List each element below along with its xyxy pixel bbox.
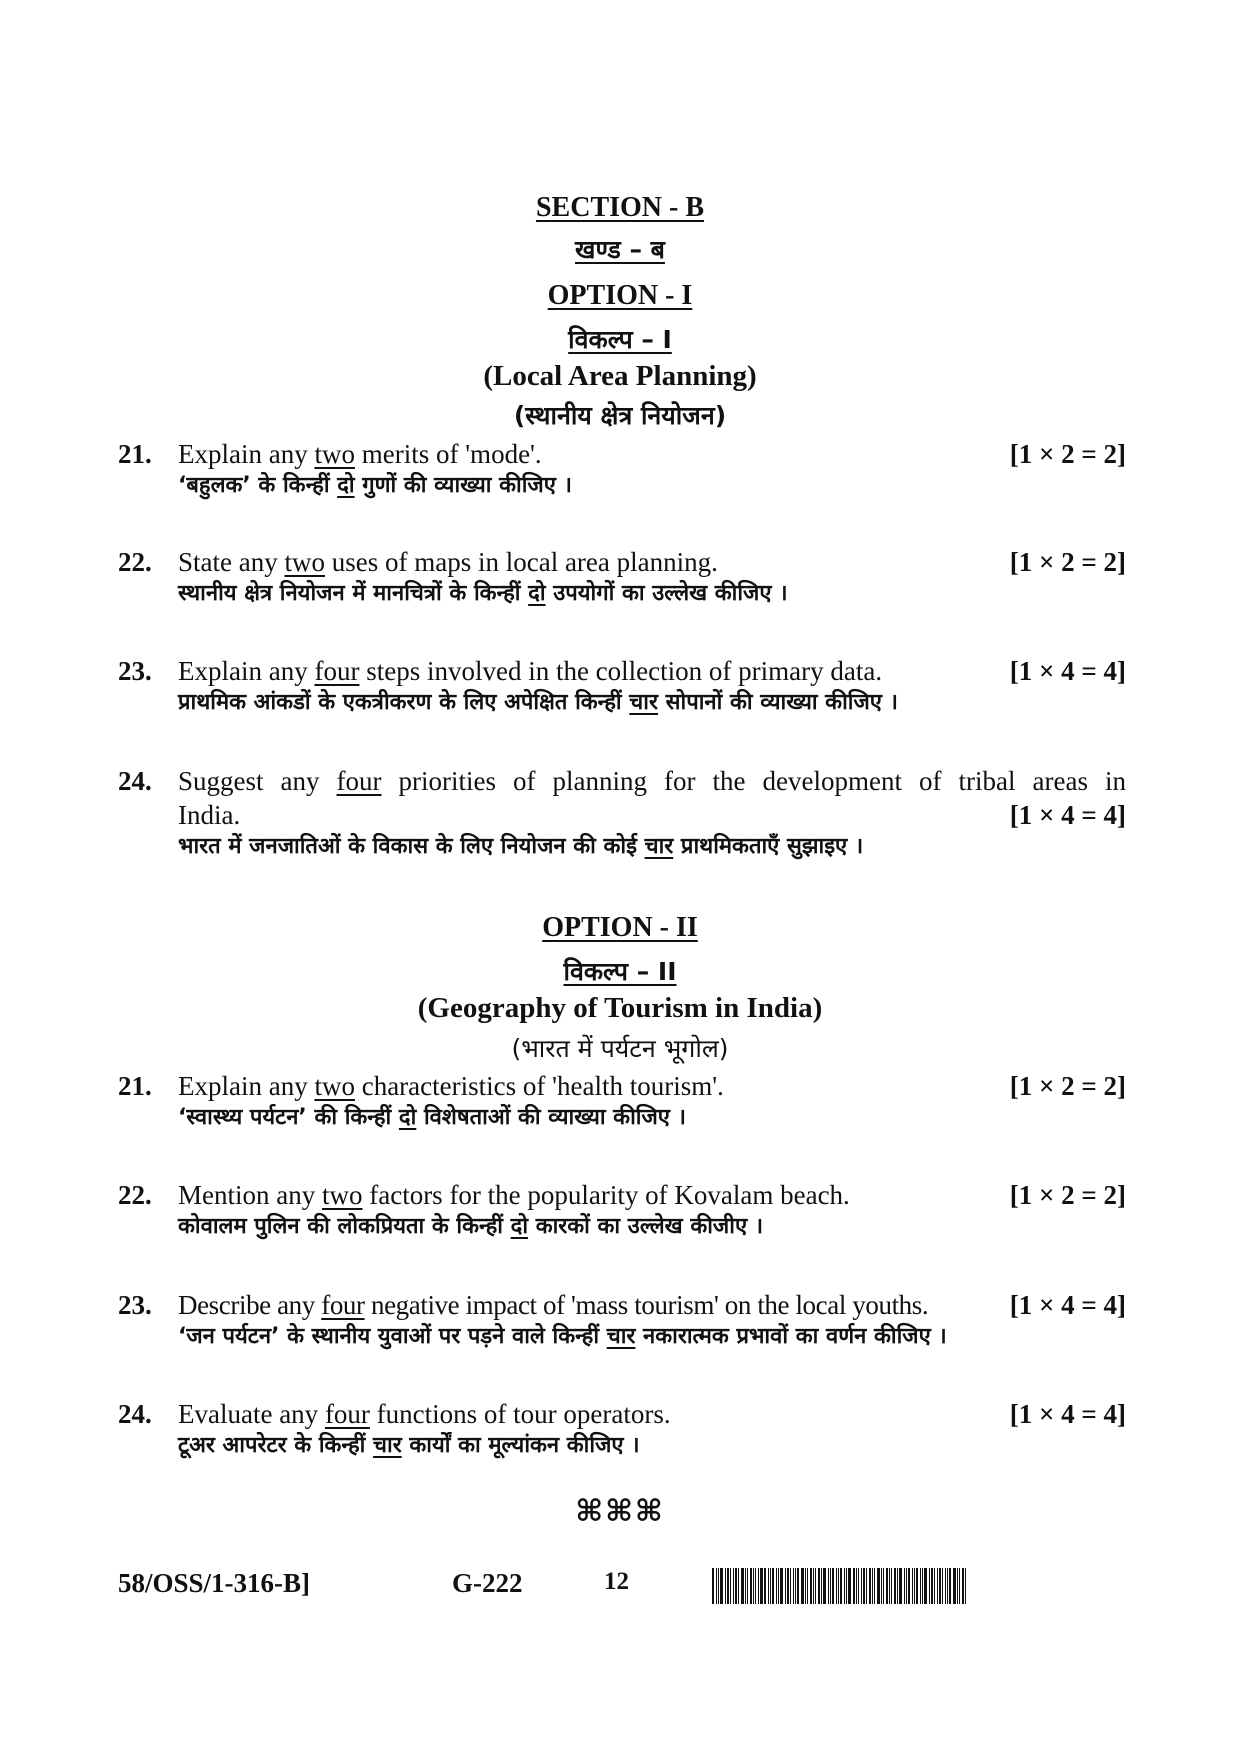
question-marks: [1 × 4 = 4] — [1009, 656, 1126, 686]
question-marks: [1 × 2 = 2] — [1009, 547, 1126, 577]
question-marks: [1 × 4 = 4] — [1009, 1290, 1126, 1320]
question-number: 22. — [118, 1180, 152, 1210]
question-number: 21. — [118, 439, 152, 469]
option1-title: OPTION - I — [547, 280, 693, 311]
section-title: SECTION - B — [535, 192, 705, 223]
question-number: 24. — [118, 766, 152, 796]
option2-question-21 — [118, 1069, 1126, 1133]
footer-paper-code: 58/OSS/1-316-B] — [118, 1568, 311, 1598]
question-number: 24. — [118, 1399, 152, 1429]
footer-series-code: G-222 — [452, 1568, 523, 1598]
option1-subtitle: (Local Area Planning) — [483, 360, 757, 392]
question-number: 23. — [118, 1290, 152, 1320]
question-text: Suggest any four priorities of planning for the development of tribal areas in — [178, 766, 1126, 796]
question-text: Explain any two characteristics of 'health tourism'. — [178, 1071, 724, 1101]
question-text-hindi: ‘जन पर्यटन’ के स्थानीय युवाओं पर पड़ने वाले किन्हीं चार नकारात्मक प्रभावों का वर्णन कीजिए । — [178, 1324, 947, 1349]
question-text-hindi: ‘बहुलक’ के किन्हीं दो गुणों की व्याख्या कीजिए । — [178, 473, 572, 498]
end-of-paper-symbols: ⌘⌘⌘ — [575, 1494, 665, 1529]
option2-question-23 — [118, 1288, 1126, 1352]
question-text: Explain any four steps involved in the collection of primary data. — [178, 656, 883, 686]
question-text-hindi: प्राथमिक आंकडों के एकत्रीकरण के लिए अपेक्षित किन्हीं चार सोपानों की व्याख्या कीजिए । — [178, 690, 898, 715]
question-number: 23. — [118, 656, 152, 686]
footer-page-number: 12 — [604, 1568, 629, 1595]
question-text: Describe any four negative impact of 'mass tourism' on the local youths. — [178, 1290, 929, 1320]
question-text-hindi: कोवालम पुलिन की लोकप्रियता के किन्हीं दो कारकों का उल्लेख कीजीए । — [178, 1214, 764, 1239]
option2-title-hindi: विकल्प – II — [563, 957, 677, 986]
question-text-hindi: टूअर आपरेटर के किन्हीं चार कार्यों का मूल्यांकन कीजिए । — [178, 1433, 640, 1458]
question-marks: [1 × 2 = 2] — [1009, 439, 1126, 469]
question-number: 22. — [118, 547, 152, 577]
barcode — [712, 1568, 984, 1604]
question-text-line2: India. — [178, 800, 241, 830]
option2-question-24 — [118, 1397, 1126, 1461]
question-marks: [1 × 2 = 2] — [1009, 1071, 1126, 1101]
question-number: 21. — [118, 1071, 152, 1101]
question-text: Mention any two factors for the popularity of Kovalam beach. — [178, 1180, 850, 1210]
option2-question-22 — [118, 1178, 1126, 1242]
question-text: Evaluate any four functions of tour operators. — [178, 1399, 671, 1429]
option1-question-24 — [118, 764, 1126, 862]
question-text: State any two uses of maps in local area planning. — [178, 547, 718, 577]
option2-subtitle-hindi: (भारत में पर्यटन भूगोल) — [511, 1034, 729, 1063]
option1-question-21 — [118, 437, 1126, 501]
section-title-hindi: खण्ड – ब — [575, 235, 665, 264]
option1-title-hindi: विकल्प – I — [568, 325, 672, 354]
question-text-hindi: ‘स्वास्थ्य पर्यटन’ की किन्हीं दो विशेषताओं की व्याख्या कीजिए । — [178, 1105, 686, 1130]
question-text-hindi: स्थानीय क्षेत्र नियोजन में मानचित्रों के किन्हीं दो उपयोगों का उल्लेख कीजिए । — [178, 581, 788, 606]
question-marks: [1 × 4 = 4] — [1009, 800, 1126, 830]
option1-question-22 — [118, 545, 1126, 609]
option1-question-23 — [118, 654, 1126, 718]
option2-title: OPTION - II — [542, 912, 698, 943]
question-text: Explain any two merits of 'mode'. — [178, 439, 542, 469]
question-marks: [1 × 2 = 2] — [1009, 1180, 1126, 1210]
question-marks: [1 × 4 = 4] — [1009, 1399, 1126, 1429]
question-text-hindi: भारत में जनजातिओं के विकास के लिए नियोजन की कोई चार प्राथमिकताएँ सुझाइए । — [178, 834, 864, 859]
option1-subtitle-hindi: (स्थानीय क्षेत्र नियोजन) — [513, 401, 727, 430]
option2-subtitle: (Geography of Tourism in India) — [417, 992, 823, 1024]
